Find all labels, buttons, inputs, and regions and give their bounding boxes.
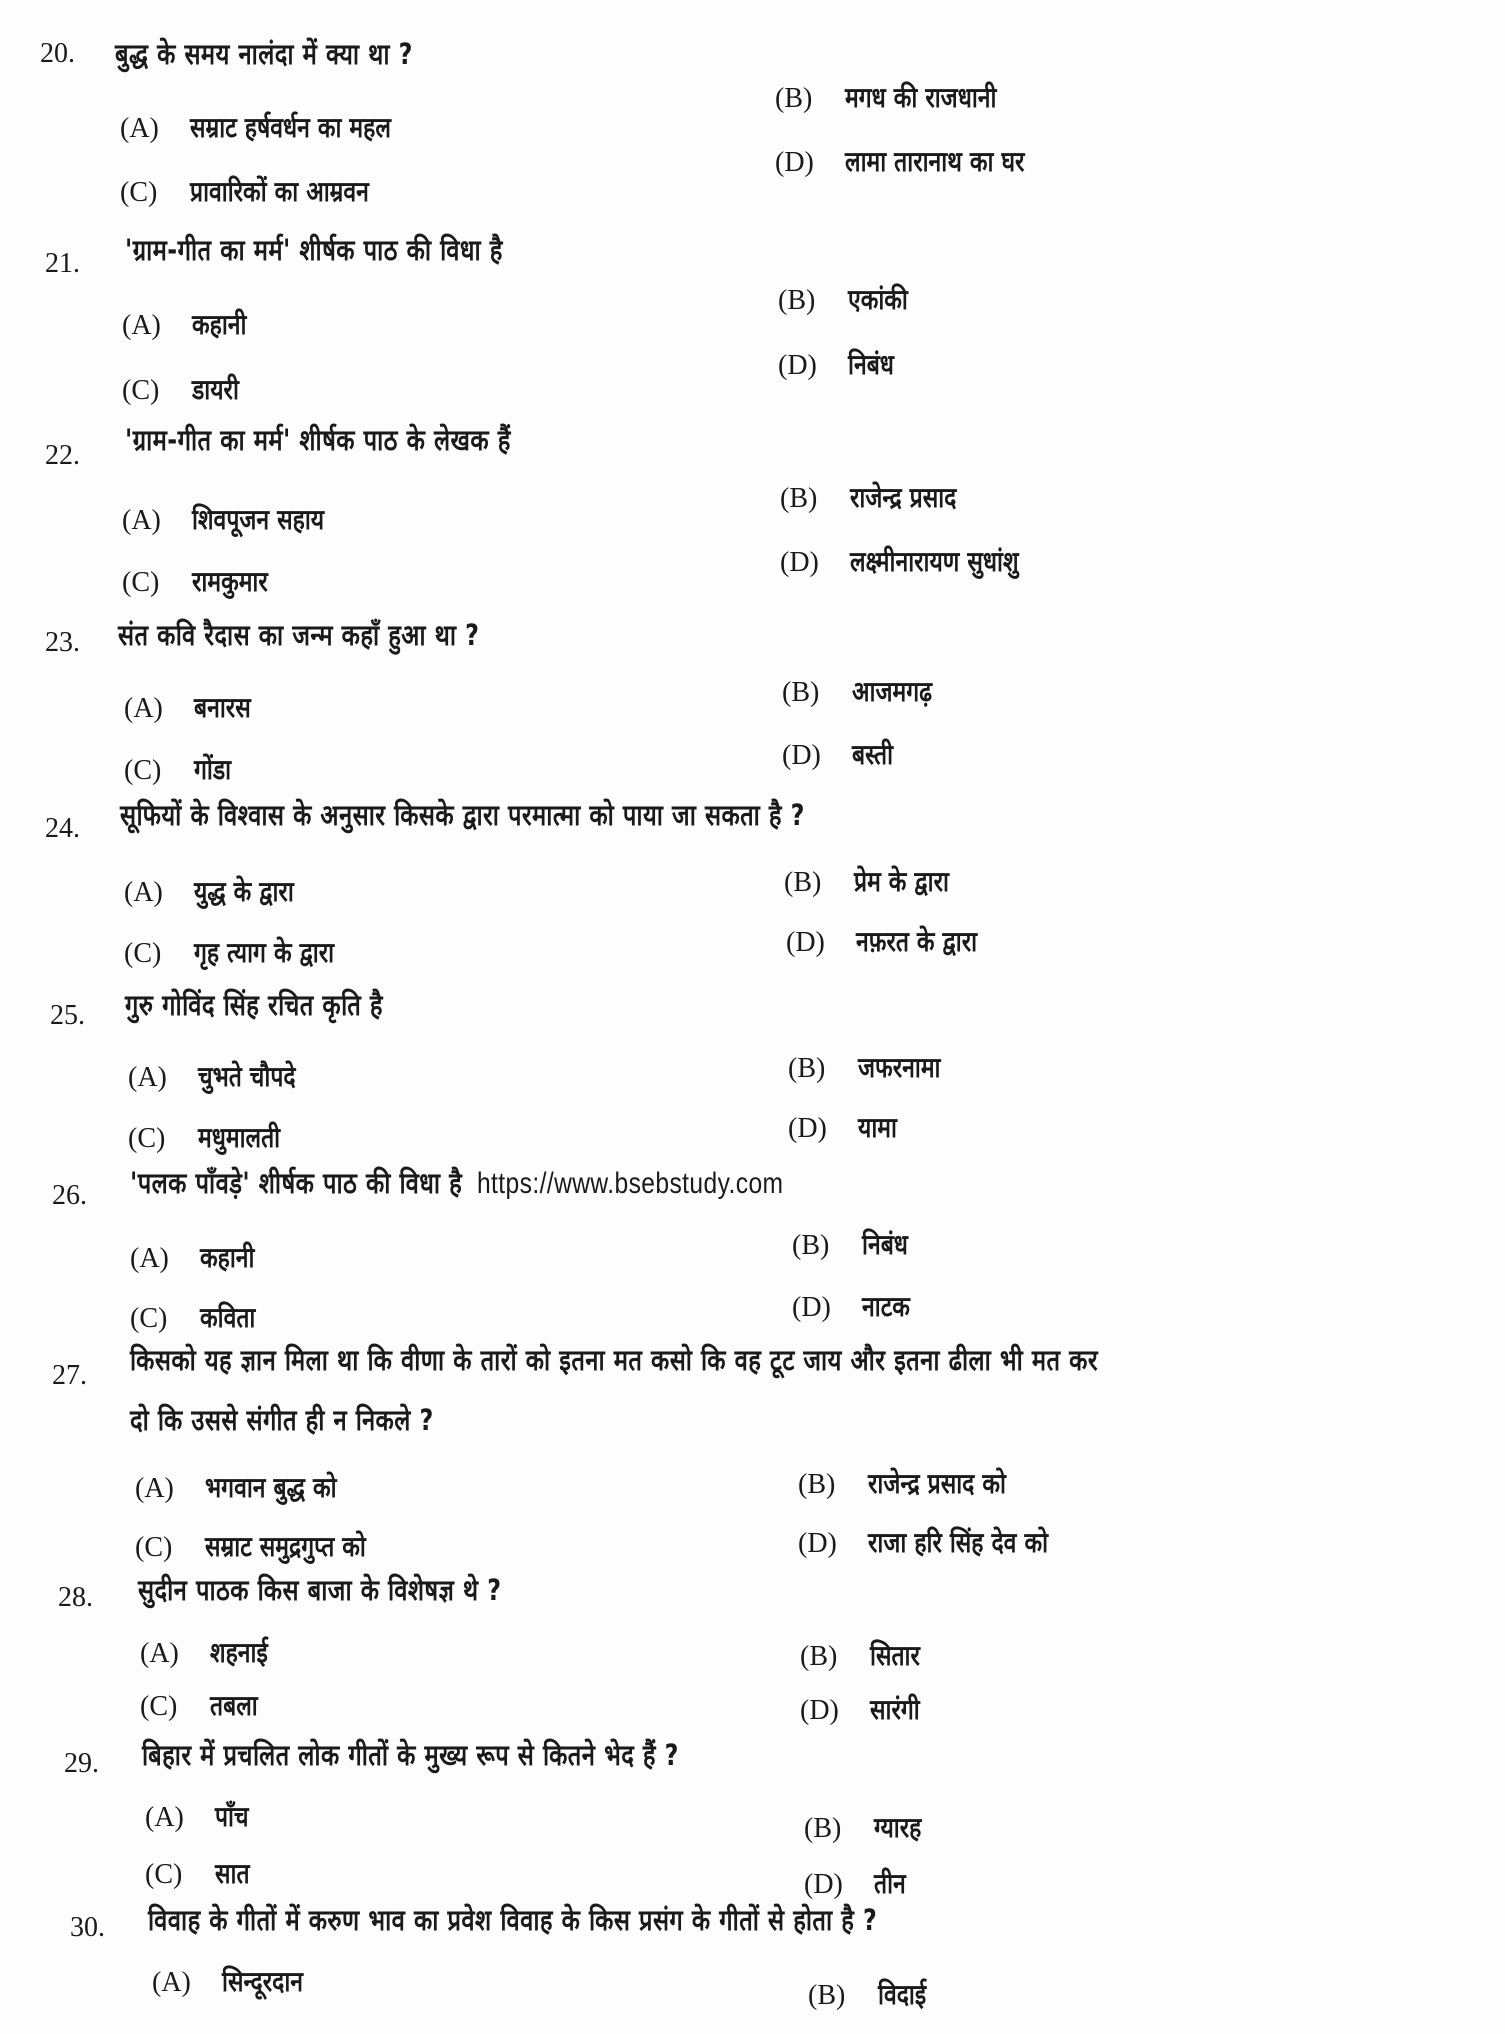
- option-label: (B): [804, 1813, 842, 1844]
- question-text: विवाह के गीतों में करुण भाव का प्रवेश विवाह के किस प्रसंग के गीतों से होता है ?: [148, 1903, 878, 1937]
- option-label: (C): [122, 375, 160, 406]
- option-text: विदाई: [878, 1978, 927, 2011]
- option-label: (D): [788, 1113, 827, 1144]
- option-label: (A): [135, 1473, 174, 1504]
- option-label: (B): [778, 285, 816, 316]
- option-text: प्रेम के द्वारा: [854, 865, 949, 898]
- option-text: लामा तारानाथ का घर: [845, 145, 1025, 178]
- option-label: (B): [780, 483, 818, 514]
- option-a: [128, 1057, 317, 1095]
- option-label: (D): [786, 927, 825, 958]
- option-label: (C): [145, 1859, 183, 1890]
- option-d: [775, 142, 1064, 180]
- question-number: 22.: [45, 440, 80, 471]
- option-b: [778, 280, 921, 318]
- option-label: (D): [780, 547, 819, 578]
- option-label: (B): [798, 1469, 836, 1500]
- option-text: कहानी: [192, 308, 247, 341]
- option-text: कहानी: [200, 1241, 255, 1274]
- option-text: एकांकी: [848, 283, 908, 316]
- option-label: (B): [775, 83, 813, 114]
- question-number: 24.: [45, 813, 80, 844]
- option-text: सिन्दूरदान: [222, 1965, 304, 1998]
- option-label: (D): [792, 1292, 831, 1323]
- option-c: [130, 1298, 268, 1336]
- question-text: किसको यह ज्ञान मिला था कि वीणा के तारों को इतना मत कसो कि वह टूट जाय और इतना ढीला भी मत कर: [130, 1343, 1098, 1377]
- option-d: [804, 1864, 913, 1902]
- option-d: [800, 1690, 931, 1728]
- option-d: [786, 922, 1004, 960]
- option-text: लक्ष्मीनारायण सुधांशु: [850, 545, 1019, 578]
- option-label: (C): [135, 1532, 173, 1563]
- option-label: (C): [124, 755, 162, 786]
- option-b: [804, 1808, 932, 1846]
- option-text: नफ़रत के द्वारा: [856, 925, 978, 958]
- question-text: बुद्ध के समय नालंदा में क्या था ?: [115, 37, 413, 71]
- option-label: (C): [122, 567, 160, 598]
- option-text: आजमगढ़: [852, 675, 933, 708]
- question-number: 20.: [40, 38, 75, 69]
- option-a: [140, 1633, 280, 1671]
- option-b: [784, 862, 970, 900]
- option-text: मधुमालती: [198, 1121, 281, 1154]
- option-label: (D): [782, 740, 821, 771]
- option-text: सम्राट हर्षवर्धन का महल: [190, 111, 391, 144]
- option-text: निबंध: [848, 348, 894, 381]
- question-text: संत कवि रैदास का जन्म कहाँ हुआ था ?: [118, 618, 480, 652]
- option-d: [792, 1287, 920, 1325]
- option-text: सारंगी: [870, 1693, 920, 1726]
- option-text: प्रावारिकों का आम्रवन: [190, 175, 369, 208]
- option-label: (A): [122, 505, 161, 536]
- option-text: कविता: [200, 1301, 256, 1334]
- option-label: (A): [128, 1062, 167, 1093]
- option-label: (A): [124, 693, 163, 724]
- question-text-line-2: दो कि उससे संगीत ही न निकले ?: [130, 1403, 434, 1437]
- question-number: 28.: [58, 1582, 93, 1613]
- watermark-url[interactable]: https://www.bsebstudy.com: [476, 1167, 784, 1200]
- option-text: रामकुमार: [192, 565, 268, 598]
- option-label: (D): [804, 1869, 843, 1900]
- option-label: (A): [140, 1638, 179, 1669]
- option-label: (A): [152, 1967, 191, 1998]
- question-text: सूफियों के विश्वास के अनुसार किसके द्वारा परमात्मा को पाया जा सकता है ?: [120, 798, 805, 832]
- option-text: यामा: [858, 1111, 897, 1144]
- option-d: [798, 1523, 1088, 1561]
- option-label: (D): [775, 147, 814, 178]
- option-b: [798, 1464, 1036, 1502]
- option-label: (A): [124, 877, 163, 908]
- option-label: (A): [130, 1243, 169, 1274]
- option-a: [124, 688, 263, 726]
- option-d: [780, 542, 1056, 580]
- option-label: (C): [120, 177, 158, 208]
- option-label: (B): [800, 1641, 838, 1672]
- option-text: चुभते चौपदे: [198, 1060, 296, 1093]
- option-c: [140, 1686, 268, 1724]
- question-number: 21.: [45, 248, 80, 279]
- question-number: 30.: [70, 1912, 105, 1943]
- option-a: [135, 1468, 365, 1506]
- option-label: (C): [140, 1691, 178, 1722]
- option-label: (A): [120, 113, 159, 144]
- option-b: [780, 478, 980, 516]
- option-text: शहनाई: [210, 1636, 268, 1669]
- option-label: (D): [778, 350, 817, 381]
- question-number: 27.: [52, 1360, 87, 1391]
- option-text: राजा हरि सिंह देव को: [868, 1526, 1049, 1559]
- question-text: गुरु गोविंद सिंह रचित कृति है: [125, 988, 383, 1022]
- option-text: निबंध: [862, 1228, 908, 1261]
- option-c: [122, 370, 249, 408]
- option-b: [775, 78, 1030, 116]
- question-number: 25.: [50, 1000, 85, 1031]
- question-number: 23.: [45, 627, 80, 658]
- option-label: (D): [800, 1695, 839, 1726]
- option-label: (C): [128, 1123, 166, 1154]
- question-text: बिहार में प्रचलित लोक गीतों के मुख्य रूप से कितने भेद हैं ?: [142, 1738, 679, 1772]
- option-text: तबला: [210, 1689, 258, 1722]
- option-label: (A): [145, 1802, 184, 1833]
- option-text: युद्ध के द्वारा: [194, 875, 294, 908]
- option-a: [122, 305, 258, 343]
- question-number: 26.: [52, 1180, 87, 1211]
- option-text: ग्यारह: [874, 1811, 922, 1844]
- option-text: सितार: [870, 1639, 920, 1672]
- option-c: [135, 1527, 401, 1565]
- option-label: (C): [124, 938, 162, 969]
- option-a: [152, 1962, 321, 2000]
- option-d: [778, 345, 904, 383]
- question-number: 29.: [64, 1748, 99, 1779]
- option-label: (D): [798, 1528, 837, 1559]
- option-text: राजेन्द्र प्रसाद: [850, 481, 957, 514]
- option-text: भगवान बुद्ध को: [205, 1471, 337, 1504]
- option-label: (A): [122, 310, 161, 341]
- option-c: [120, 172, 408, 210]
- question-text: 'ग्राम-गीत का मर्म' शीर्षक पाठ के लेखक हैं: [125, 423, 511, 457]
- option-c: [145, 1854, 257, 1892]
- option-d: [782, 735, 902, 773]
- option-text: बस्ती: [852, 738, 894, 771]
- question-text: 'ग्राम-गीत का मर्म' शीर्षक पाठ की विधा है: [125, 233, 503, 267]
- option-text: राजेन्द्र प्रसाद को: [868, 1467, 1006, 1500]
- option-a: [120, 108, 435, 146]
- option-text: सात: [215, 1857, 250, 1890]
- option-b: [788, 1048, 959, 1086]
- option-text: डायरी: [192, 373, 239, 406]
- option-text: गृह त्याग के द्वारा: [194, 936, 335, 969]
- option-label: (B): [784, 867, 822, 898]
- option-c: [122, 562, 284, 600]
- option-d: [788, 1108, 906, 1146]
- option-text: बनारस: [194, 691, 251, 724]
- option-text: पाँच: [215, 1800, 249, 1833]
- option-label: (B): [808, 1980, 846, 2011]
- option-label: (C): [130, 1303, 168, 1334]
- option-c: [124, 933, 365, 971]
- option-text: मगध की राजधानी: [845, 81, 997, 114]
- option-b: [808, 1975, 937, 2013]
- option-label: (B): [788, 1053, 826, 1084]
- option-b: [782, 672, 950, 710]
- option-a: [122, 500, 353, 538]
- option-a: [124, 872, 316, 910]
- option-label: (B): [792, 1230, 830, 1261]
- option-text: गोंडा: [194, 753, 232, 786]
- option-a: [145, 1797, 256, 1835]
- question-text: 'पलक पाँवड़े' शीर्षक पाठ की विधा है https://www.bsebstudy.com: [130, 1166, 784, 1200]
- question-text: सुदीन पाठक किस बाजा के विशेषज्ञ थे ?: [138, 1573, 502, 1607]
- option-b: [800, 1636, 931, 1674]
- option-label: (B): [782, 677, 820, 708]
- option-a: [130, 1238, 266, 1276]
- option-text: सम्राट समुद्रगुप्त को: [205, 1530, 366, 1563]
- option-text: शिवपूजन सहाय: [192, 503, 325, 536]
- option-c: [128, 1118, 298, 1156]
- option-text: तीन: [874, 1867, 906, 1900]
- option-text: नाटक: [862, 1290, 910, 1323]
- option-text: जफरनामा: [858, 1051, 941, 1084]
- option-c: [124, 750, 239, 788]
- option-b: [792, 1225, 918, 1263]
